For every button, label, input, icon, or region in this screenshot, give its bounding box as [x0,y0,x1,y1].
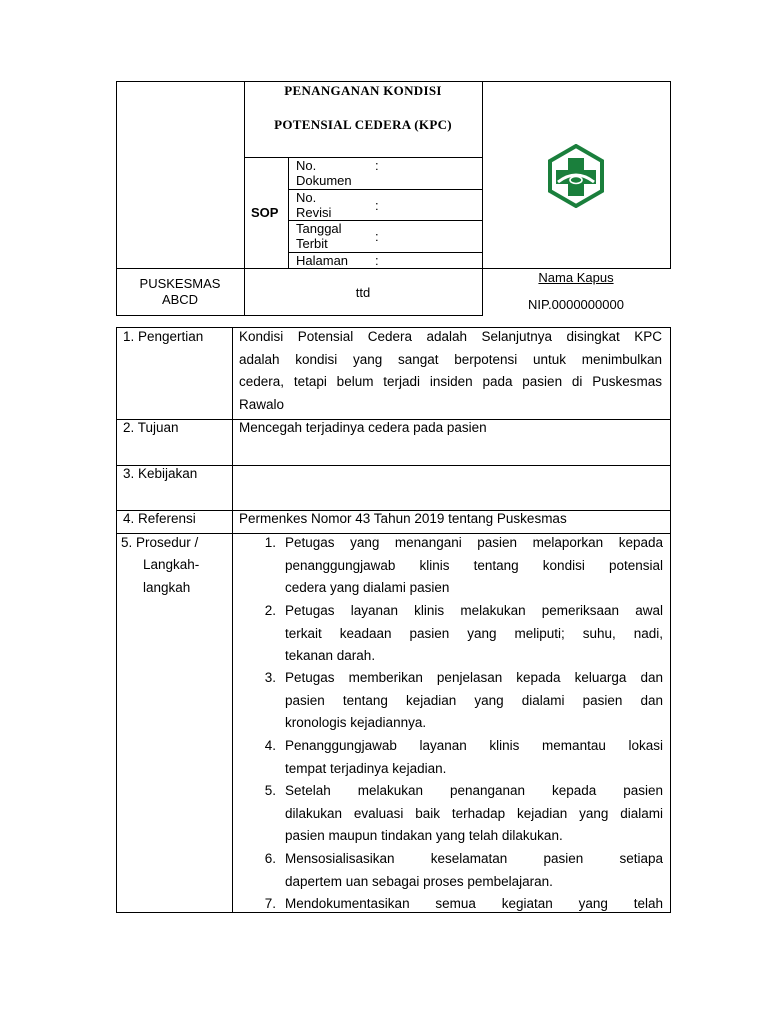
procedure-step-line: Petugas memberikan penjelasan kepada keluarga dan [285,670,663,685]
procedure-step-line: terkait keadaan pasien yang meliputi; suhu, nadi, [285,625,663,641]
procedure-step-line: dilakukan evaluasi baik terhadap kejadian yang dialami [285,805,663,821]
section-label-pengertian: 1. Pengertian [123,329,204,344]
field-no-dokumen-label-2: Dokumen [296,173,352,188]
section-label-prosedur-line1: 5. Prosedur / [121,535,199,550]
sop-title-line2: POTENSIAL CEDERA (KPC) [274,117,452,132]
section-label-kebijakan: 3. Kebijakan [123,466,198,481]
pengertian-line: Kondisi Potensial Cedera adalah Selanjutnya disingkat KPC [239,329,662,344]
pengertian-line: adalah kondisi yang sangat berpotensi untuk menimbulkan [239,352,662,367]
procedure-step-line: Petugas yang menangani pasien melaporkan kepada [285,535,663,550]
procedure-step-line: pasien tentang kejadian yang dialami pasien dan [285,692,663,708]
pengertian-line: Rawalo [239,397,285,412]
procedure-step-line: kronologis kejadiannya. [285,715,427,731]
puskesmas-cross-logo-icon [544,144,608,208]
field-tanggal-terbit-label-2: Terbit [296,236,328,251]
procedure-step-line: Petugas layanan klinis melakukan pemeriksaan awal [285,603,663,618]
field-colon: : [375,198,379,213]
field-colon: : [375,253,379,268]
procedure-step-number: 7. [264,896,276,911]
procedure-step-number: 2. [264,603,276,618]
section-content-tujuan: Mencegah terjadinya cedera pada pasien [239,420,487,435]
field-colon: : [375,158,379,173]
section-label-prosedur-line3: langkah [143,580,191,595]
field-colon: : [375,229,379,244]
sop-title-line1: PENANGANAN KONDISI [284,83,442,98]
procedure-step-line: pasien maupun tindakan yang telah dilakukan. [285,828,563,844]
procedure-step-line: Penanggungjawab layanan klinis memantau lokasi [285,738,663,753]
table-border [116,268,671,269]
section-label-tujuan: 2. Tujuan [123,420,179,435]
procedure-step-line: dapertem uan sebagai proses pembelajaran. [285,873,553,889]
field-no-revisi-label-1: No. [296,190,317,205]
org-name-line1: PUSKESMAS [139,276,221,291]
table-border [670,327,671,913]
procedure-step-line: Mensosialisasikan keselamatan pasien setiapa [285,851,663,866]
sop-label: SOP [251,205,279,220]
table-border [116,315,483,316]
field-tanggal-terbit-label-1: Tanggal [296,221,342,236]
procedure-step-number: 6. [264,851,276,866]
section-label-prosedur-line2: Langkah- [143,557,200,572]
signature-text: ttd [355,285,371,300]
table-border [232,327,233,913]
procedure-step-number: 4. [264,738,276,753]
procedure-step-number: 3. [264,670,276,685]
table-border [288,189,483,190]
table-border [670,81,671,269]
org-name-line2: ABCD [161,292,199,307]
head-nip: NIP.0000000000 [528,297,624,312]
field-no-dokumen-label-1: No. [296,158,317,173]
table-border [116,465,671,466]
section-label-referensi: 4. Referensi [123,511,196,526]
table-border [116,81,671,82]
procedure-step-line: penanggungjawab klinis tentang kondisi potensial [285,557,663,573]
procedure-step-number: 5. [264,783,276,798]
section-content-referensi: Permenkes Nomor 43 Tahun 2019 tentang Puskesmas [239,511,567,526]
procedure-step-line: cedera yang dialami pasien [285,580,450,596]
pengertian-line: cedera, tetapi belum terjadi insiden pada pasien di Puskesmas [239,374,662,389]
procedure-step-line: Mendokumentasikan semua kegiatan yang telah [285,896,663,911]
procedure-step-number: 1. [264,535,276,550]
procedure-step-line: tempat terjadinya kejadian. [285,760,447,776]
procedure-step-line: tekanan darah. [285,648,376,664]
table-border [244,157,483,158]
field-halaman-label: Halaman [296,253,349,268]
table-border [116,327,117,913]
procedure-step-line: Setelah melakukan penanganan kepada pasien [285,783,663,798]
head-name: Nama Kapus [538,270,614,285]
field-no-revisi-label-2: Revisi [296,205,332,220]
